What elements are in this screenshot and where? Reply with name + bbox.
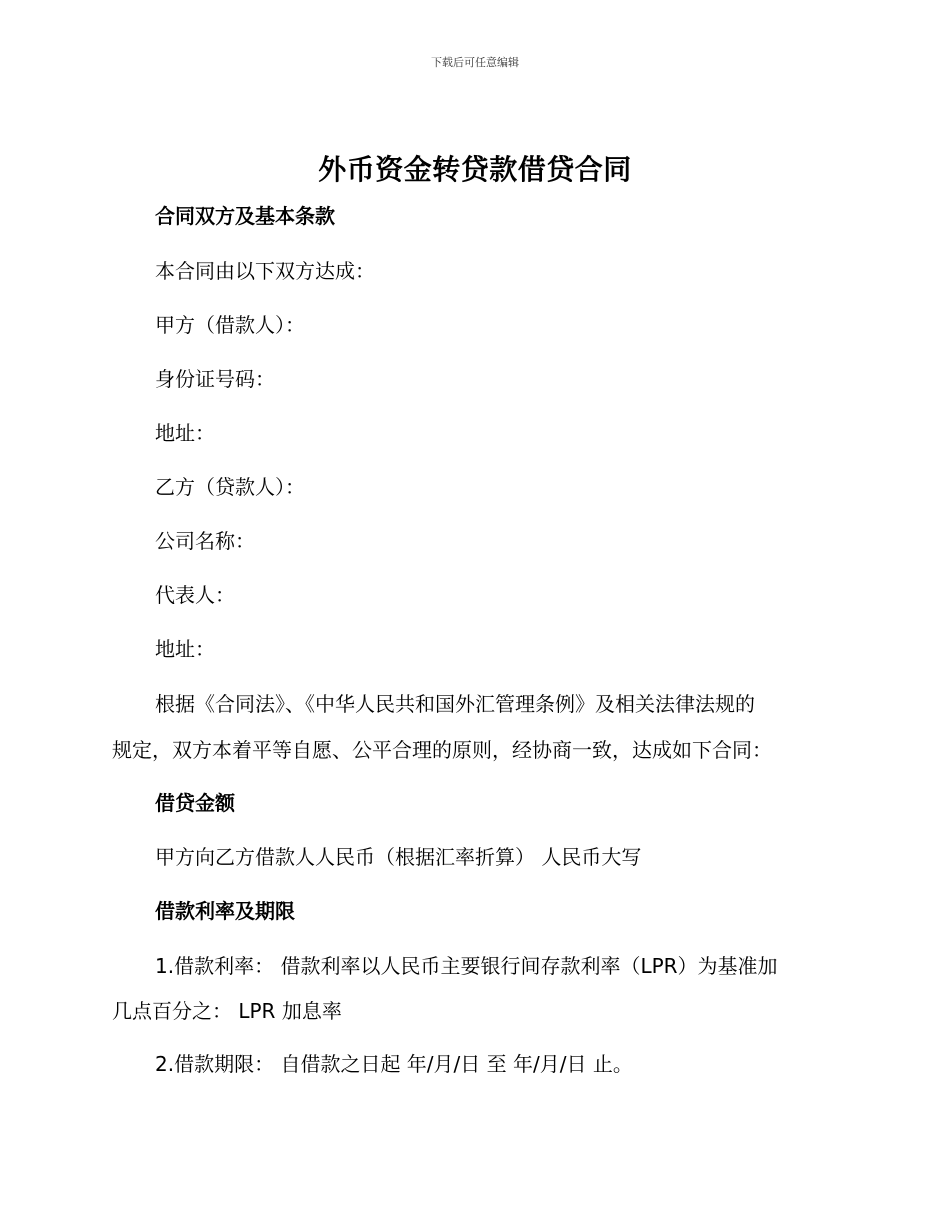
page-header-note: 下载后可任意编辑 xyxy=(431,56,519,69)
rate-paragraph-line1: 1.借款利率： 借款利率以人民币主要银行间存款利率（LPR）为基准加 xyxy=(155,954,778,978)
section-heading-amount: 借贷金额 xyxy=(155,791,235,815)
amount-text: 甲方向乙方借款人人民币（根据汇率折算） 人民币大写 xyxy=(155,845,642,869)
party-b-label: 乙方（贷款人）： xyxy=(155,475,305,499)
id-number-label: 身份证号码： xyxy=(155,367,275,391)
section-heading-parties: 合同双方及基本条款 xyxy=(155,204,335,228)
basis-paragraph-line2: 规定，双方本着平等自愿、公平合理的原则，经协商一致，达成如下合同： xyxy=(112,738,772,762)
basis-paragraph-line1: 根据《合同法》、《中华人民共和国外汇管理条例》及相关法律法规的 xyxy=(155,692,755,716)
rate-paragraph-line2: 几点百分之： LPR 加息率 xyxy=(112,999,342,1023)
company-name-label: 公司名称： xyxy=(155,529,255,553)
representative-label: 代表人： xyxy=(155,583,235,607)
intro-text: 本合同由以下双方达成： xyxy=(155,259,375,283)
section-heading-rate: 借款利率及期限 xyxy=(155,899,295,923)
address-b-label: 地址： xyxy=(155,637,215,661)
address-a-label: 地址： xyxy=(155,421,215,445)
document-title: 外币资金转贷款借贷合同 xyxy=(318,153,632,186)
term-text: 2.借款期限： 自借款之日起 年/月/日 至 年/月/日 止。 xyxy=(155,1052,633,1076)
party-a-label: 甲方（借款人）： xyxy=(155,313,305,337)
